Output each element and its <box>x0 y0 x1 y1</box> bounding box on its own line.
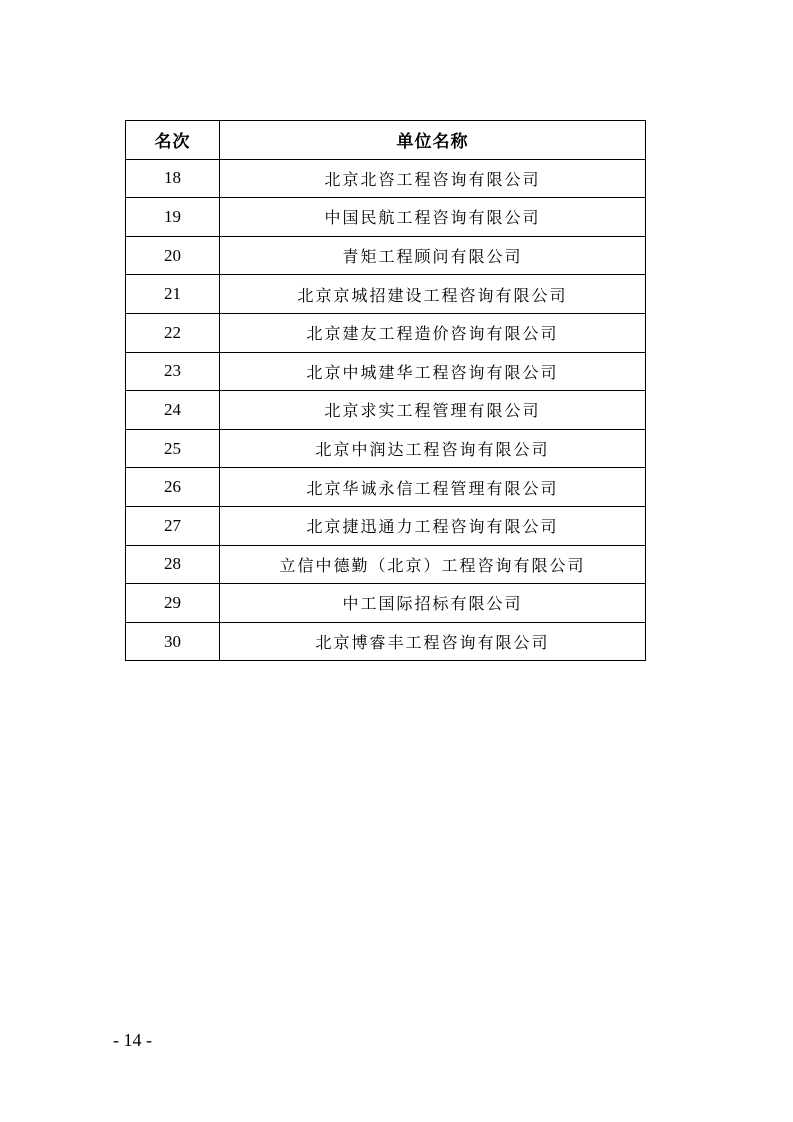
rank-cell: 20 <box>126 236 220 275</box>
table-row <box>126 275 646 314</box>
rank-cell: 29 <box>126 584 220 623</box>
company-name-cell: 北京捷迅通力工程咨询有限公司 <box>220 506 646 545</box>
company-name-cell: 北京建友工程造价咨询有限公司 <box>220 313 646 352</box>
company-name-cell: 北京中润达工程咨询有限公司 <box>220 429 646 468</box>
table-header-row <box>126 121 646 160</box>
page-number: - 14 - <box>113 1030 152 1050</box>
name-column-header: 单位名称 <box>220 121 646 160</box>
table-row <box>126 352 646 391</box>
rank-cell: 27 <box>126 506 220 545</box>
rank-cell: 28 <box>126 545 220 584</box>
company-name-cell: 青矩工程顾问有限公司 <box>220 236 646 275</box>
table-row <box>126 622 646 661</box>
table-body <box>126 159 646 661</box>
table-row <box>126 159 646 198</box>
company-name-cell: 北京求实工程管理有限公司 <box>220 391 646 430</box>
rank-cell: 21 <box>126 275 220 314</box>
company-name-cell: 北京博睿丰工程咨询有限公司 <box>220 622 646 661</box>
table-row <box>126 429 646 468</box>
table-row <box>126 468 646 507</box>
company-name-cell: 北京中城建华工程咨询有限公司 <box>220 352 646 391</box>
company-name-cell: 北京北咨工程咨询有限公司 <box>220 159 646 198</box>
table-row <box>126 584 646 623</box>
rank-cell: 23 <box>126 352 220 391</box>
rank-cell: 24 <box>126 391 220 430</box>
rank-cell: 19 <box>126 198 220 237</box>
table-row <box>126 506 646 545</box>
ranking-table <box>125 120 646 661</box>
company-name-cell: 中工国际招标有限公司 <box>220 584 646 623</box>
rank-cell: 26 <box>126 468 220 507</box>
company-name-cell: 北京华诚永信工程管理有限公司 <box>220 468 646 507</box>
table-row <box>126 236 646 275</box>
table-row <box>126 545 646 584</box>
company-name-cell: 北京京城招建设工程咨询有限公司 <box>220 275 646 314</box>
rank-column-header: 名次 <box>126 121 220 160</box>
company-name-cell: 立信中德勤（北京）工程咨询有限公司 <box>220 545 646 584</box>
rank-cell: 25 <box>126 429 220 468</box>
company-name-cell: 中国民航工程咨询有限公司 <box>220 198 646 237</box>
rank-cell: 18 <box>126 159 220 198</box>
rank-cell: 22 <box>126 313 220 352</box>
rank-cell: 30 <box>126 622 220 661</box>
table-row <box>126 198 646 237</box>
table-row <box>126 391 646 430</box>
table-row <box>126 313 646 352</box>
